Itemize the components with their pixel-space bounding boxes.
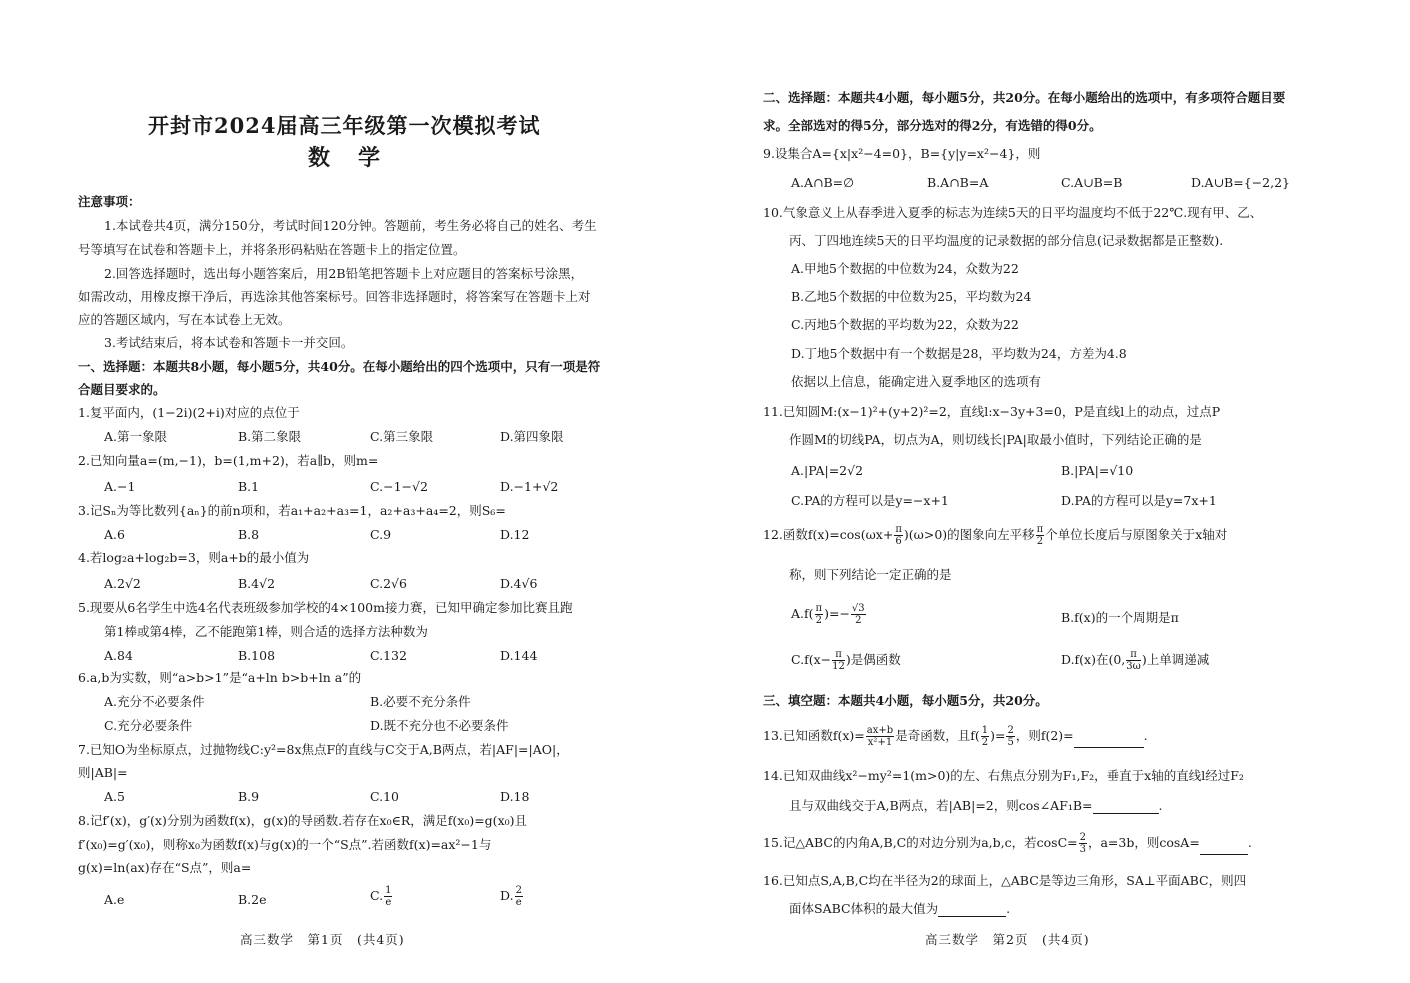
text: 15.记△ABC的内角A,B,C的对边分别为a,b,c，若cosC= <box>763 835 1078 850</box>
option: D.4√6 <box>500 576 538 591</box>
question-8: 8.记f′(x)，g′(x)分别为函数f(x)，g(x)的导函数.若存在x₀∈R，满足f(x₀)=g(x₀)且 <box>78 813 527 828</box>
question-6: 6.a,b为实数，则“a>b>1”是“a+ln b>b+ln a”的 <box>78 670 362 685</box>
question-2: 2.已知向量a=(m,−1)，b=(1,m+2)，若a∥b，则m= <box>78 453 379 468</box>
exam-title: 开封市2024届高三年级第一次模拟考试 <box>148 113 541 138</box>
section-heading: 一、选择题：本题共8小题，每小题5分，共40分。在每小题给出的四个选项中，只有一项是符 <box>78 359 601 374</box>
question-8-cont: f′(x₀)=g′(x₀)，则称x₀为函数f(x)与g(x)的一个“S点”.若函数f(x)=ax²−1与 <box>78 837 492 852</box>
option-b: B.f(x)的一个周期是π <box>1061 610 1179 625</box>
fraction <box>1126 649 1141 672</box>
text: C.f(x− <box>791 652 832 667</box>
text: 是奇函数，且f( <box>895 728 980 743</box>
option: C.2√6 <box>370 576 407 591</box>
fraction <box>1006 725 1014 748</box>
text: 个单位长度后与原图象关于x轴对 <box>1045 527 1228 542</box>
option: C.丙地5个数据的平均数为22，众数为22 <box>791 317 1019 332</box>
option: D.12 <box>500 527 530 542</box>
option: A.5 <box>104 789 125 804</box>
question-7: 7.已知O为坐标原点，过抛物线C:y²=8x焦点F的直线与C交于A,B两点，若|AF|=|AO|， <box>78 742 569 757</box>
option: D.144 <box>500 648 538 663</box>
text: )上单调递减 <box>1141 652 1210 667</box>
question-10-tail: 依据以上信息，能确定进入夏季地区的选项有 <box>791 374 1042 389</box>
notice-line: 应的答题区域内，写在本试卷上无效。 <box>78 312 291 327</box>
option: C.第三象限 <box>370 429 434 444</box>
fraction <box>832 649 845 672</box>
numerator: 1 <box>981 725 989 736</box>
text: ，a=3b，则cosA= <box>1087 835 1200 850</box>
option: D.A∪B={−2,2} <box>1191 175 1290 190</box>
option: D.既不充分也不必要条件 <box>370 718 509 733</box>
denominator: e <box>385 897 392 908</box>
option: A.2√2 <box>104 576 141 591</box>
option: C.132 <box>370 648 407 663</box>
option: C.9 <box>370 527 392 542</box>
notice-line: 1.本试卷共4页，满分150分，考试时间120分钟。答题前，考生务必将自己的姓名、考生 <box>104 218 597 233</box>
fraction <box>384 885 392 908</box>
notice-line: 3.考试结束后，将本试卷和答题卡一并交回。 <box>104 335 354 350</box>
option: C.充分必要条件 <box>104 718 193 733</box>
fraction <box>515 885 523 908</box>
question-5: 5.现要从6名学生中选4名代表班级参加学校的4×100m接力赛，已知甲确定参加比赛且跑 <box>78 600 573 615</box>
answer-blank[interactable] <box>1074 735 1144 748</box>
fraction <box>981 725 989 748</box>
question-10: 10.气象意义上从春季进入夏季的标志为连续5天的日平均温度均不低于22℃.现有甲、乙、 <box>763 205 1263 220</box>
option-a <box>791 603 867 626</box>
denominator: x²+1 <box>867 737 893 748</box>
numerator: π <box>895 524 902 535</box>
option: C.−1−√2 <box>370 479 428 494</box>
fraction <box>851 603 866 626</box>
option: A.6 <box>104 527 125 542</box>
text: 且与双曲线交于A,B两点，若|AB|=2，则cos∠AF₁B= <box>789 798 1093 813</box>
section-heading: 合题目要求的。 <box>78 382 166 397</box>
question-11-cont: 作圆M的切线PA，切点为A，则切线长|PA|取最小值时，下列结论正确的是 <box>789 432 1202 447</box>
notice-line: 如需改动，用橡皮擦干净后，再选涂其他答案标号。回答非选择题时，将答案写在答题卡上对 <box>78 289 591 304</box>
question-11: 11.已知圆M:(x−1)²+(y+2)²=2，直线l:x−3y+3=0，P是直线l上的动点，过点P <box>763 404 1221 419</box>
denominator: 6 <box>895 536 902 547</box>
section-heading: 三、填空题：本题共4小题，每小题5分，共20分。 <box>763 693 1048 708</box>
option-d <box>500 885 524 908</box>
option: D.−1+√2 <box>500 479 559 494</box>
option: D.丁地5个数据中有一个数据是28，平均数为24，方差为4.8 <box>791 346 1127 361</box>
question-1: 1.复平面内，(1−2i)(2+i)对应的点位于 <box>78 405 300 420</box>
option: A.|PA|=2√2 <box>791 463 864 478</box>
numerator: 2 <box>1007 725 1014 736</box>
question-10-cont: 丙、丁四地连续5天的日平均温度的记录数据的部分信息(记录数据都是正整数). <box>789 233 1224 248</box>
question-16: 16.已知点S,A,B,C均在半径为2的球面上，△ABC是等边三角形，SA⊥平面ABC，则四 <box>763 873 1247 888</box>
option: B.1 <box>238 479 260 494</box>
notice-heading: 注意事项： <box>78 194 141 209</box>
answer-blank[interactable] <box>1200 842 1248 855</box>
numerator: 1 <box>385 885 392 896</box>
notice-line: 2.回答选择题时，选出每小题答案后，用2B铅笔把答题卡上对应题目的答案标号涂黑， <box>104 266 584 281</box>
option: A.充分不必要条件 <box>104 694 205 709</box>
numerator: π <box>815 603 823 614</box>
exam-page-2 <box>705 0 1410 983</box>
text: ，则f(2)= <box>1015 728 1074 743</box>
option: B.乙地5个数据的中位数为25，平均数为24 <box>791 289 1032 304</box>
option: C.PA的方程可以是y=−x+1 <box>791 493 949 508</box>
text: )(ω>0)的图象向左平移 <box>903 527 1035 542</box>
page-footer: 高三数学 第2页 (共4页) <box>925 932 1090 947</box>
option: B.9 <box>238 789 260 804</box>
question-12 <box>763 524 1227 547</box>
option: B.必要不充分条件 <box>370 694 471 709</box>
fraction <box>815 603 824 626</box>
text: A.f( <box>791 606 814 621</box>
option: D.18 <box>500 789 530 804</box>
numerator: 2 <box>1079 832 1086 843</box>
option-c <box>791 649 901 672</box>
option: A.84 <box>104 648 133 663</box>
option: C.A∪B=B <box>1061 175 1123 190</box>
option: A.−1 <box>104 479 136 494</box>
numerator: ax+b <box>866 725 894 736</box>
option: B.|PA|=√10 <box>1061 463 1134 478</box>
text: 13.已知函数f(x)= <box>763 728 865 743</box>
section-heading: 二、选择题：本题共4小题，每小题5分，共20分。在每小题给出的选项中，有多项符合题目要 <box>763 90 1286 105</box>
question-12-cont: 称，则下列结论一定正确的是 <box>789 567 952 582</box>
denominator: e <box>515 897 522 908</box>
text: D.f(x)在(0, <box>1061 652 1126 667</box>
denominator: 2 <box>981 737 989 748</box>
denominator: 2 <box>815 615 822 626</box>
option-d <box>1061 649 1209 672</box>
option-label: D. <box>500 888 514 903</box>
text: 12.函数f(x)=cos(ωx+ <box>763 527 894 542</box>
option: B.2e <box>238 892 267 907</box>
option: A.甲地5个数据的中位数为24，众数为22 <box>791 261 1019 276</box>
question-5-cont: 第1棒或第4棒，乙不能跑第1棒，则合适的选择方法种数为 <box>104 624 428 639</box>
denominator: 3 <box>1079 844 1086 855</box>
option: D.PA的方程可以是y=7x+1 <box>1061 493 1217 508</box>
numerator: π <box>1036 524 1044 535</box>
question-14: 14.已知双曲线x²−my²=1(m>0)的左、右焦点分别为F₁,F₂，垂直于x轴的直线l经过F₂ <box>763 768 1244 783</box>
question-7-cont: 则|AB|= <box>78 765 128 780</box>
fraction <box>1079 832 1087 855</box>
numerator: π <box>1126 649 1141 661</box>
option-c <box>370 885 393 908</box>
option: C.10 <box>370 789 399 804</box>
question-3: 3.记Sₙ为等比数列{aₙ}的前n项和，若a₁+a₂+a₃=1，a₂+a₃+a₄=2，则S₆= <box>78 503 506 518</box>
question-16-cont: 面体SABC体积的最大值为 . <box>789 901 1011 916</box>
numerator: 2 <box>515 885 522 896</box>
fraction <box>894 524 903 547</box>
option-label: C. <box>370 888 384 903</box>
option: B.8 <box>238 527 260 542</box>
denominator: 5 <box>1007 737 1014 748</box>
denominator: 2 <box>855 615 862 626</box>
fraction <box>1036 524 1045 547</box>
option: A.第一象限 <box>104 429 168 444</box>
section-heading: 求。全部选对的得5分，部分选对的得2分，有选错的得0分。 <box>763 118 1102 133</box>
fraction <box>866 725 894 748</box>
numerator: √3 <box>851 603 865 614</box>
option: B.108 <box>238 648 276 663</box>
question-15: 15.记△ABC的内角A,B,C的对边分别为a,b,c，若cosC= $\frac{2}{3}$ ，a=3b，则cosA= . <box>763 832 1252 855</box>
denominator: 3ω <box>1126 661 1141 672</box>
option: A.e <box>104 892 125 907</box>
option: D.第四象限 <box>500 429 564 444</box>
text: 面体SABC体积的最大值为 <box>789 901 939 916</box>
numerator: π <box>832 649 845 661</box>
text: )是偶函数 <box>845 652 901 667</box>
option: A.A∩B=∅ <box>791 175 855 190</box>
question-13: 13.已知函数f(x)= $\frac{ax+b}{\text{x²+1}}$ 是奇函数，且f( $\frac{1}{2}$ )= $\frac{2}{5}$ ，则f(2)= . <box>763 725 1148 748</box>
notice-line: 号等填写在试卷和答题卡上，并将条形码粘贴在答题卡上的指定位置。 <box>78 242 466 257</box>
text: )=− <box>824 606 850 621</box>
denominator: 2 <box>1036 536 1044 547</box>
question-14-cont: 且与双曲线交于A,B两点，若|AB|=2，则cos∠AF₁B= . <box>789 798 1163 813</box>
question-8-cont: g(x)=ln(ax)存在“S点”，则a= <box>78 860 252 875</box>
exam-subject: 数学 <box>308 145 409 171</box>
option: B.第二象限 <box>238 429 302 444</box>
denominator: 12 <box>832 661 845 672</box>
option: B.A∩B=A <box>927 175 989 190</box>
question-9: 9.设集合A={x|x²−4=0}，B={y|y=x²−4}，则 <box>763 146 1041 161</box>
text: )= <box>990 728 1006 743</box>
option: B.4√2 <box>238 576 276 591</box>
question-4: 4.若log₂a+log₂b=3，则a+b的最小值为 <box>78 550 310 565</box>
page-footer: 高三数学 第1页 (共4页) <box>240 932 405 947</box>
answer-blank[interactable] <box>938 904 1006 917</box>
answer-blank[interactable] <box>1093 801 1159 814</box>
